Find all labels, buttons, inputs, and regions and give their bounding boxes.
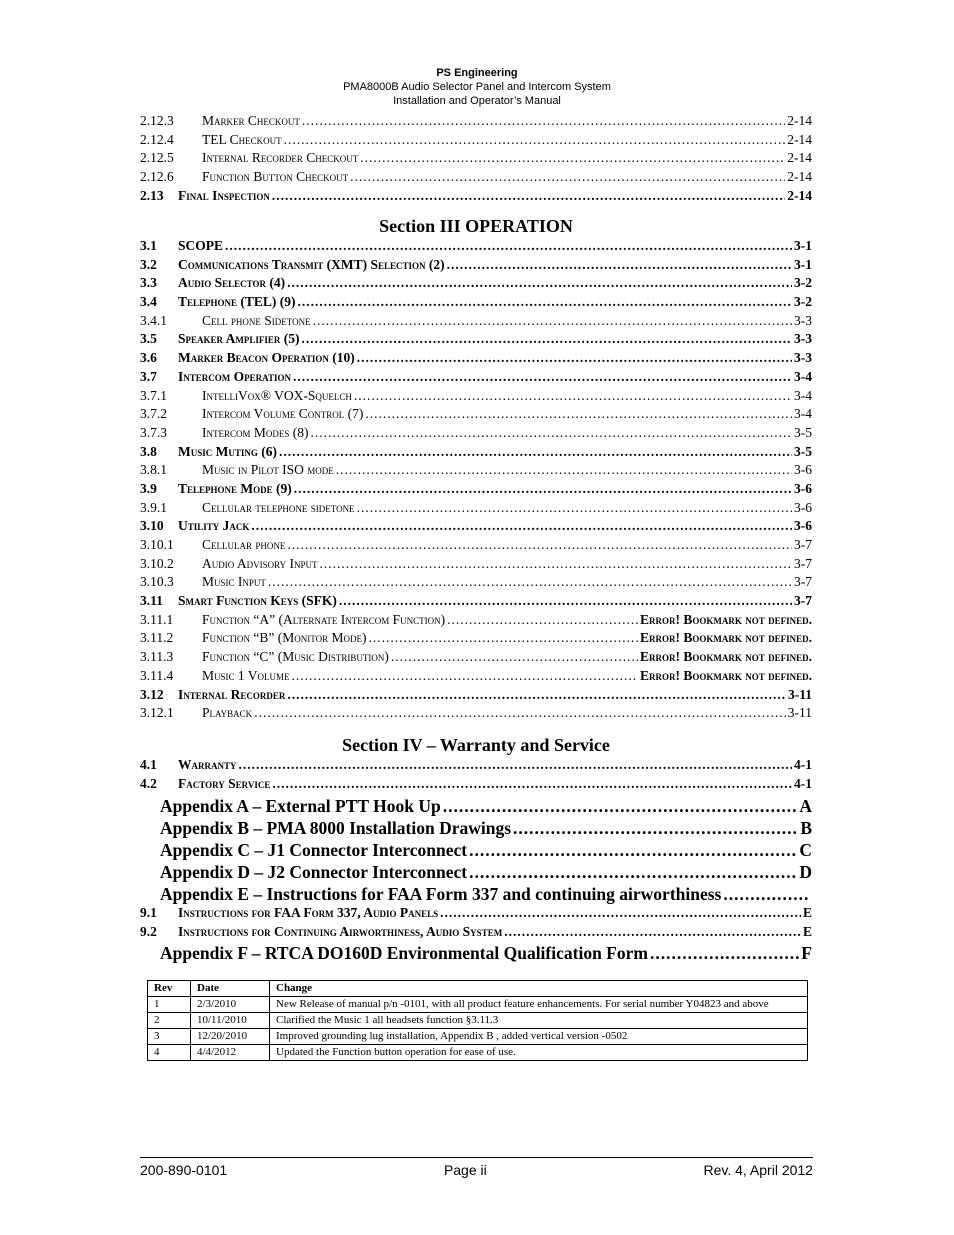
toc-number: 3.9.1	[140, 499, 167, 515]
toc-entry[interactable]	[140, 369, 812, 388]
toc-page: 3-4	[794, 368, 812, 384]
appendix-entry[interactable]	[160, 862, 812, 883]
header-date: Date	[191, 981, 270, 997]
toc-number: 9.1	[140, 905, 157, 920]
toc-entry[interactable]	[140, 313, 812, 332]
appendix-title: Appendix D – J2 Connector Interconnect	[160, 862, 468, 882]
leader-dots	[357, 350, 792, 366]
toc-title: Warranty	[178, 757, 237, 772]
toc-page: 2-14	[787, 169, 812, 185]
toc-entry[interactable]	[140, 612, 812, 631]
toc-page: Error! Bookmark not defined.	[639, 667, 812, 683]
toc-number: 3.11.2	[140, 630, 174, 646]
toc-number: 4.1	[140, 757, 157, 772]
revision-row	[148, 1013, 808, 1029]
leader-dots	[365, 406, 792, 422]
appendix-page: A	[799, 796, 812, 816]
toc-page: 3-2	[794, 275, 812, 291]
toc-number: 3.7	[140, 368, 157, 384]
toc-entry[interactable]	[140, 462, 812, 481]
leader-dots	[287, 275, 792, 291]
toc-number: 2.12.4	[140, 131, 174, 147]
leader-dots	[336, 462, 792, 478]
toc-number: 3.9	[140, 480, 157, 496]
toc-entry[interactable]	[140, 574, 812, 593]
toc-number: 3.7.1	[140, 387, 167, 403]
toc-title: Instructions for Continuing Airworthiness, Audio System	[178, 923, 503, 939]
appendix-title: Appendix E – Instructions for FAA Form 337 and continuing airworthiness	[160, 884, 722, 904]
leader-dots	[357, 500, 792, 516]
toc-title: Intercom Modes (8)	[202, 424, 309, 440]
toc-title: Marker Beacon Operation (10)	[178, 350, 355, 366]
leader-dots	[284, 132, 786, 148]
toc-entry[interactable]	[140, 238, 812, 257]
appendix-entry[interactable]	[160, 796, 812, 817]
leader-dots	[225, 238, 792, 254]
toc-number: 3.2	[140, 256, 157, 272]
rev-change: New Release of manual p/n -0101, with all product feature enhancements. For serial number Y04823 and above	[270, 997, 808, 1013]
toc-page: 2-14	[787, 187, 812, 203]
toc-number: 3.6	[140, 350, 157, 366]
leader-dots	[650, 943, 799, 964]
leader-dots	[239, 757, 793, 773]
rev-date: 2/3/2010	[191, 997, 270, 1013]
toc-title: IntelliVox® VOX-Squelch	[202, 387, 352, 403]
toc-page: 3-7	[794, 593, 812, 609]
toc-entry[interactable]	[140, 537, 812, 556]
toc-title: Final Inspection	[178, 187, 270, 203]
toc-title: Cellular telephone sidetone	[202, 499, 355, 515]
toc-number: 3.7.3	[140, 424, 167, 440]
toc-number: 2.13	[140, 187, 164, 203]
toc-page: 3-1	[794, 256, 812, 272]
toc-top	[140, 113, 812, 206]
toc-entry[interactable]	[140, 275, 812, 294]
appendix-title: Appendix B – PMA 8000 Installation Drawings	[160, 818, 512, 838]
toc-number: 3.10.1	[140, 537, 174, 552]
leader-dots	[504, 924, 801, 940]
toc-title: Intercom Operation	[178, 368, 291, 384]
toc-number: 3.7.2	[140, 406, 167, 422]
page-footer	[140, 1157, 813, 1178]
toc-number: 3.8.1	[140, 462, 167, 478]
toc-page: 3-6	[794, 499, 812, 515]
toc-title: Cell phone Sidetone	[202, 312, 311, 328]
leader-dots	[313, 313, 792, 329]
toc-number: 3.8	[140, 443, 157, 459]
toc-number: 3.5	[140, 331, 157, 347]
appendix-title: Appendix C – J1 Connector Interconnect	[160, 840, 468, 860]
leader-dots	[298, 294, 792, 310]
rev-date: 12/20/2010	[191, 1029, 270, 1045]
leader-dots	[447, 257, 792, 273]
appendix-page: F	[801, 943, 812, 963]
toc-number: 3.3	[140, 275, 157, 291]
toc-page: 3-4	[794, 406, 812, 422]
toc-page: 3-7	[794, 574, 812, 590]
leader-dots	[469, 862, 797, 883]
toc-number: 9.2	[140, 923, 157, 939]
toc-page: E	[802, 905, 812, 920]
section-3-heading: Section III OPERATION	[379, 216, 573, 236]
toc-title: TEL Checkout	[202, 131, 282, 147]
toc-entry[interactable]	[140, 406, 812, 425]
toc-number: 3.12	[140, 686, 164, 702]
page-header	[0, 66, 954, 108]
leader-dots	[272, 776, 792, 792]
leader-dots	[513, 818, 798, 839]
toc-entry[interactable]	[140, 593, 812, 612]
rev-change: Clarified the Music 1 all headsets function §3.11.3	[270, 1013, 808, 1029]
leader-dots	[294, 481, 792, 497]
section-4-heading: Section IV – Warranty and Service	[342, 735, 610, 755]
toc-title: Cellular phone	[202, 537, 286, 552]
appendix-page: D	[799, 862, 812, 882]
toc-page: 3-3	[794, 331, 812, 347]
rev-number: 3	[148, 1029, 191, 1045]
leader-dots	[447, 612, 638, 628]
toc-title: Music Muting (6)	[178, 443, 277, 459]
leader-dots	[302, 113, 785, 129]
toc-entry[interactable]	[140, 444, 812, 463]
toc-entry[interactable]	[140, 630, 812, 649]
toc-page: 3-6	[794, 480, 812, 496]
toc-title: Audio Selector (4)	[178, 275, 286, 291]
toc-page: 3-5	[794, 443, 812, 459]
toc-entry[interactable]	[140, 294, 812, 313]
toc-page: 3-6	[794, 518, 812, 534]
toc-number: 4.2	[140, 775, 157, 791]
doc-number: 200-890-0101	[140, 1162, 228, 1178]
appendix-f-entry[interactable]	[160, 943, 812, 964]
leader-dots	[251, 518, 792, 534]
toc-entry[interactable]	[140, 924, 812, 943]
toc-page: 3-4	[794, 387, 812, 403]
leader-dots	[287, 687, 786, 703]
toc-page: 3-7	[794, 537, 812, 552]
toc-page: 2-14	[787, 131, 812, 147]
toc-page: 3-5	[794, 424, 812, 440]
toc-title: Playback	[202, 705, 253, 721]
leader-dots	[350, 169, 785, 185]
toc-page: 4-1	[794, 775, 812, 791]
toc-entry[interactable]	[140, 257, 812, 276]
toc-entry[interactable]	[140, 687, 812, 706]
toc-entry[interactable]	[140, 649, 812, 668]
leader-dots	[368, 630, 638, 646]
toc-entry[interactable]	[140, 776, 812, 795]
toc-entry[interactable]	[140, 150, 812, 169]
toc-page: Error! Bookmark not defined.	[639, 649, 812, 665]
toc-title: Communications Transmit (XMT) Selection (2)	[178, 256, 445, 272]
leader-dots	[279, 444, 792, 460]
toc-number: 2.12.5	[140, 150, 174, 166]
leader-dots	[354, 388, 792, 404]
toc-page: 3-11	[787, 686, 812, 702]
toc-title: Audio Advisory Input	[202, 555, 318, 571]
toc-page: 3-3	[794, 350, 812, 366]
toc-title: Intercom Volume Control (7)	[202, 406, 364, 422]
rev-number: 2	[148, 1013, 191, 1029]
toc-page: 2-14	[787, 113, 812, 128]
toc-title: Speaker Amplifier (5)	[178, 331, 300, 347]
leader-dots	[292, 668, 638, 684]
rev-number: 4	[148, 1045, 191, 1061]
toc-title: Marker Checkout	[202, 113, 300, 128]
toc-page: Error! Bookmark not defined.	[639, 630, 812, 646]
leader-dots	[302, 331, 792, 347]
leader-dots	[293, 369, 792, 385]
page-number: Page ii	[443, 1162, 487, 1178]
toc-page: 3-11	[787, 705, 812, 721]
toc-number: 3.1	[140, 238, 157, 253]
toc-number: 3.11.1	[140, 611, 174, 627]
leader-dots	[272, 188, 785, 204]
toc-entry[interactable]	[140, 518, 812, 537]
toc-entry[interactable]	[140, 556, 812, 575]
rev-date: 4/4/2012	[191, 1045, 270, 1061]
toc-title: Internal Recorder Checkout	[202, 150, 359, 166]
toc-page: E	[802, 923, 812, 939]
manual-title: Installation and Operator’s Manual	[393, 95, 561, 107]
toc-entry[interactable]	[140, 668, 812, 687]
leader-dots	[268, 574, 792, 590]
toc-number: 3.10.2	[140, 555, 174, 571]
revision-table	[147, 980, 808, 1061]
toc-entry[interactable]	[140, 188, 812, 207]
toc-title: Telephone (TEL) (9)	[178, 294, 296, 310]
toc-number: 3.11.3	[140, 649, 174, 665]
product-name: PMA8000B Audio Selector Panel and Intercom System	[343, 81, 611, 93]
appendix-entry[interactable]	[160, 818, 812, 839]
toc-page: Error! Bookmark not defined.	[639, 611, 812, 627]
toc-entry[interactable]	[140, 132, 812, 151]
toc-number: 2.12.6	[140, 169, 174, 185]
leader-dots	[311, 425, 793, 441]
toc-title: Music 1 Volume	[202, 667, 290, 683]
appendix-title: Appendix A – External PTT Hook Up	[160, 796, 441, 816]
toc-entry[interactable]	[140, 481, 812, 500]
toc-title: Factory Service	[178, 775, 271, 791]
toc-title: Internal Recorder	[178, 686, 286, 702]
toc-appendix-e	[140, 905, 812, 942]
toc-entry[interactable]	[140, 500, 812, 519]
toc-title: Instructions for FAA Form 337, Audio Panels	[178, 905, 439, 920]
toc-title: Smart Function Keys (SFK)	[178, 593, 337, 609]
toc-title: SCOPE	[178, 238, 224, 253]
leader-dots	[391, 649, 638, 665]
toc-page: 2-14	[787, 150, 812, 166]
toc-entry[interactable]	[140, 113, 812, 132]
revision-header-row	[148, 981, 808, 997]
leader-dots	[469, 840, 797, 861]
toc-title: Function “B” (Monitor Mode)	[202, 630, 367, 646]
toc-number: 3.10	[140, 518, 164, 534]
leader-dots	[723, 884, 810, 905]
toc-title: Music Input	[202, 574, 266, 590]
toc-entry[interactable]	[140, 350, 812, 369]
leader-dots	[320, 556, 792, 572]
leader-dots	[339, 593, 792, 609]
rev-change: Improved grounding lug installation, Appendix B , added vertical version -0502	[270, 1029, 808, 1045]
toc-entry[interactable]	[140, 757, 812, 776]
rev-date: 10/11/2010	[191, 1013, 270, 1029]
appendix-entry[interactable]	[160, 884, 812, 905]
toc-entry[interactable]	[140, 905, 812, 924]
header-rev: Rev	[148, 981, 191, 997]
toc-number: 2.12.3	[140, 113, 174, 128]
toc-section-3	[140, 238, 812, 724]
revision-row	[148, 1029, 808, 1045]
leader-dots	[254, 705, 786, 721]
toc-entry[interactable]	[140, 425, 812, 444]
appendix-title: Appendix F – RTCA DO160D Environmental Qualification Form	[160, 943, 648, 963]
toc-entry[interactable]	[140, 388, 812, 407]
toc-entry[interactable]	[140, 169, 812, 188]
toc-page: 3-6	[794, 462, 812, 478]
header-change: Change	[270, 981, 808, 997]
toc-number: 3.4.1	[140, 312, 167, 328]
leader-dots	[440, 905, 801, 921]
toc-page: 3-1	[794, 238, 812, 253]
leader-dots	[360, 150, 785, 166]
toc-section-4	[140, 757, 812, 794]
toc-entry[interactable]	[140, 705, 812, 724]
toc-number: 3.4	[140, 294, 157, 310]
toc-title: Function “A” (Alternate Intercom Function)	[202, 611, 446, 627]
appendix-page: C	[799, 840, 812, 860]
leader-dots	[287, 537, 792, 553]
toc-number: 3.11.4	[140, 667, 174, 683]
leader-dots	[443, 796, 798, 817]
toc-page: 3-2	[794, 294, 812, 310]
company-name: PS Engineering	[436, 67, 518, 79]
toc-title: Function “C” (Music Distribution)	[202, 649, 389, 665]
toc-number: 3.10.3	[140, 574, 174, 590]
toc-title: Music in Pilot ISO mode	[202, 462, 334, 478]
toc-title: Telephone Mode (9)	[178, 480, 292, 496]
rev-number: 1	[148, 997, 191, 1013]
revision-row	[148, 997, 808, 1013]
revision-row	[148, 1045, 808, 1061]
toc-entry[interactable]	[140, 331, 812, 350]
toc-title: Utility Jack	[178, 518, 250, 534]
toc-page: 3-7	[794, 555, 812, 571]
appendix-page: B	[800, 818, 812, 838]
toc-page: 4-1	[794, 757, 812, 772]
toc-page: 3-3	[794, 312, 812, 328]
toc-number: 3.11	[140, 593, 163, 609]
toc-number: 3.12.1	[140, 705, 174, 721]
rev-change: Updated the Function button operation for ease of use.	[270, 1045, 808, 1061]
toc-title: Function Button Checkout	[202, 169, 349, 185]
revision-date: Rev. 4, April 2012	[703, 1162, 813, 1178]
appendix-entry[interactable]	[160, 840, 812, 861]
